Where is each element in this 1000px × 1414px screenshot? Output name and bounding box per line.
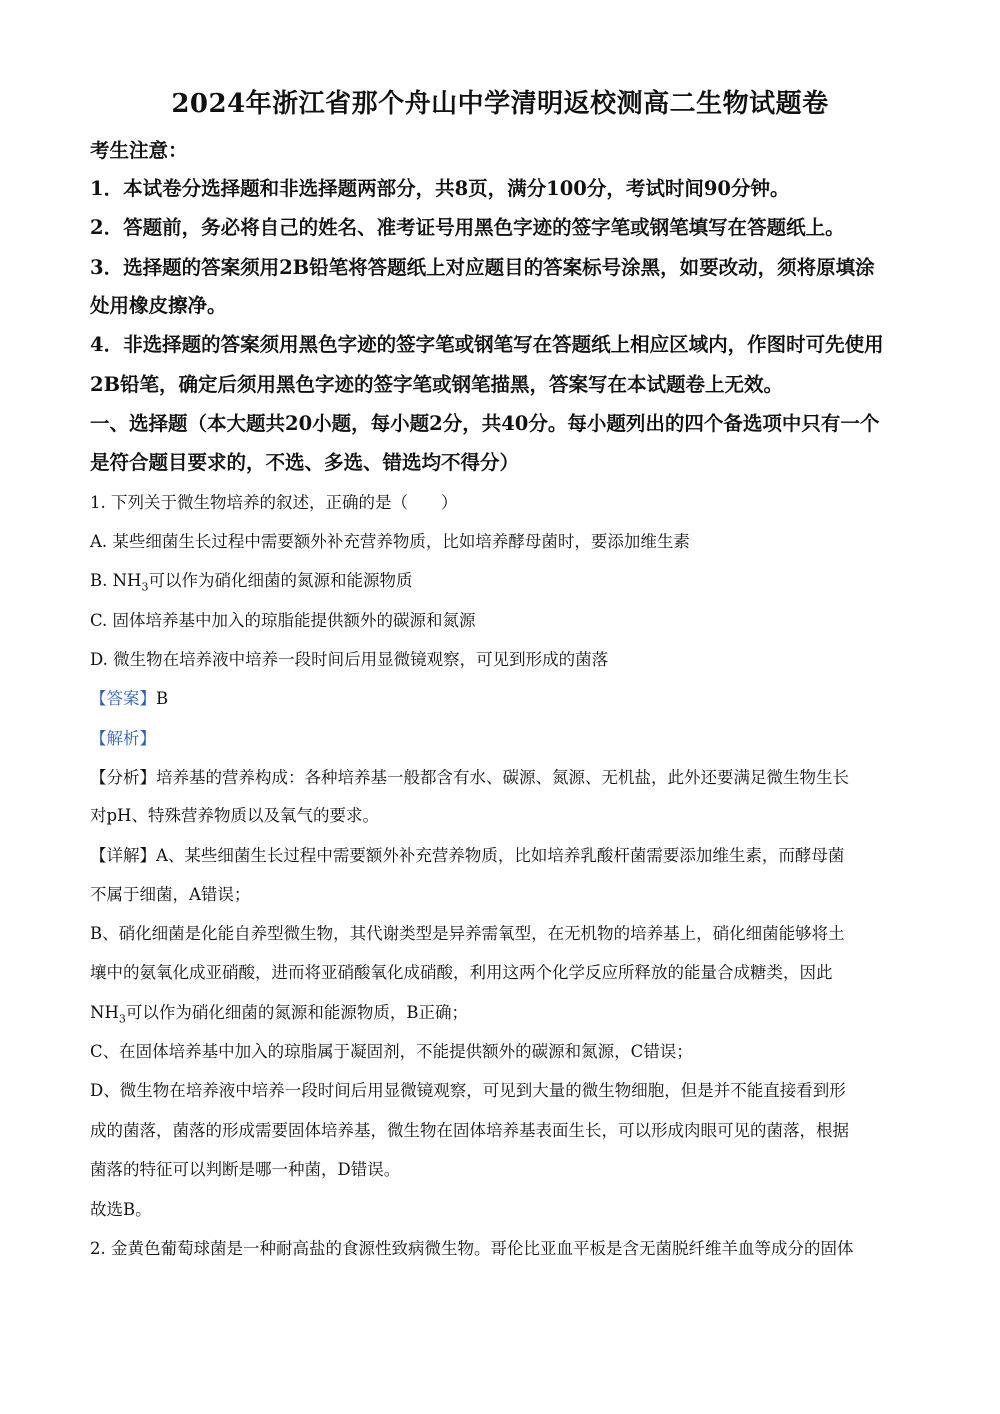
detail-c: C、在固体培养基中加入的琼脂属于凝固剂，不能提供额外的碳源和氮源，C错误；: [90, 1042, 693, 1061]
analysis-label: 【解析】: [90, 729, 156, 748]
answer-value: B: [156, 689, 169, 708]
fenxi-line-2: 对pH、特殊营养物质以及氧气的要求。: [90, 806, 379, 825]
q1-option-b: B. $NH_3$可以作为硝化细菌的氮源和能源物质: [90, 571, 413, 594]
detail-b-line-2: 壤中的氨氧化成亚硝酸，进而将亚硝酸氧化成硝酸，利用这两个化学反应所释放的能量合成糖类，因此: [90, 963, 833, 982]
detail-a-line-2: 不属于细菌，A错误；: [90, 885, 251, 904]
q1-stem: 1. 下列关于微生物培养的叙述，正确的是（ ）: [90, 493, 458, 512]
detail-a-line-1: 【详解】A、某些细菌生长过程中需要额外补充营养物质，比如培养乳酸杆菌需要添加维生素，而酵母菌: [90, 846, 845, 865]
section-title-cont: 是符合题目要求的，不选、多选、错选均不得分）: [90, 451, 520, 474]
detail-b-line-3: $NH_3$可以作为硝化细菌的氮源和能源物质，B正确；: [90, 1003, 468, 1026]
notice-2: 2．答题前，务必将自己的姓名、准考证号用黑色字迹的签字笔或钢笔填写在答题纸上。: [90, 216, 845, 239]
notice-4: 4．非选择题的答案须用黑色字迹的签字笔或钢笔写在答题纸上相应区域内，作图时可先使用: [90, 333, 884, 356]
notice-4-cont: 2B铅笔，确定后须用黑色字迹的签字笔或钢笔描黑，答案写在本试题卷上无效。: [90, 373, 784, 396]
notice-3: 3．选择题的答案须用2B铅笔将答题纸上对应题目的答案标号涂黑，如要改动，须将原填涂: [90, 256, 875, 279]
q2-stem: 2. 金黄色葡萄球菌是一种耐高盐的食源性致病微生物。哥伦比亚血平板是含无菌脱纤维羊血等成分的固体: [90, 1239, 854, 1258]
detail-b-line-1: B、硝化细菌是化能自养型微生物，其代谢类型是异养需氧型，在无机物的培养基上，硝化细菌能够将土: [90, 924, 845, 943]
section-title: 一、选择题（本大题共20小题，每小题2分，共40分。每小题列出的四个备选项中只有一个: [90, 412, 880, 435]
q1-option-c: C. 固体培养基中加入的琼脂能提供额外的碳源和氮源: [90, 611, 476, 630]
q1-conclusion: 故选B。: [90, 1200, 152, 1219]
page-title: 2024年浙江省那个舟山中学清明返校测高二生物试题卷: [171, 89, 829, 119]
notice-heading: 考生注意：: [90, 139, 188, 162]
notice-3-cont: 处用橡皮擦净。: [90, 294, 227, 317]
detail-d-line-2: 成的菌落，菌落的形成需要固体培养基，微生物在固体培养基表面生长，可以形成肉眼可见的菌落，根据: [90, 1121, 849, 1140]
q1-option-a: A. 某些细菌生长过程中需要额外补充营养物质，比如培养酵母菌时，要添加维生素: [90, 532, 690, 551]
fenxi-line-1: 【分析】培养基的营养构成：各种培养基一般都含有水、碳源、氮源、无机盐，此外还要满足微生物生长: [90, 768, 849, 787]
q1-option-d: D. 微生物在培养液中培养一段时间后用显微镜观察，可见到形成的菌落: [90, 650, 609, 669]
q1-answer: [90, 686, 920, 712]
detail-d-line-1: D、微生物在培养液中培养一段时间后用显微镜观察，可见到大量的微生物细胞，但是并不能直接看到形: [90, 1081, 846, 1100]
answer-label: 【答案】: [90, 689, 156, 708]
notice-1: 1．本试卷分选择题和非选择题两部分，共8页，满分100分，考试时间90分钟。: [90, 177, 790, 200]
detail-d-line-3: 菌落的特征可以判断是哪一种菌，D错误。: [90, 1160, 401, 1179]
